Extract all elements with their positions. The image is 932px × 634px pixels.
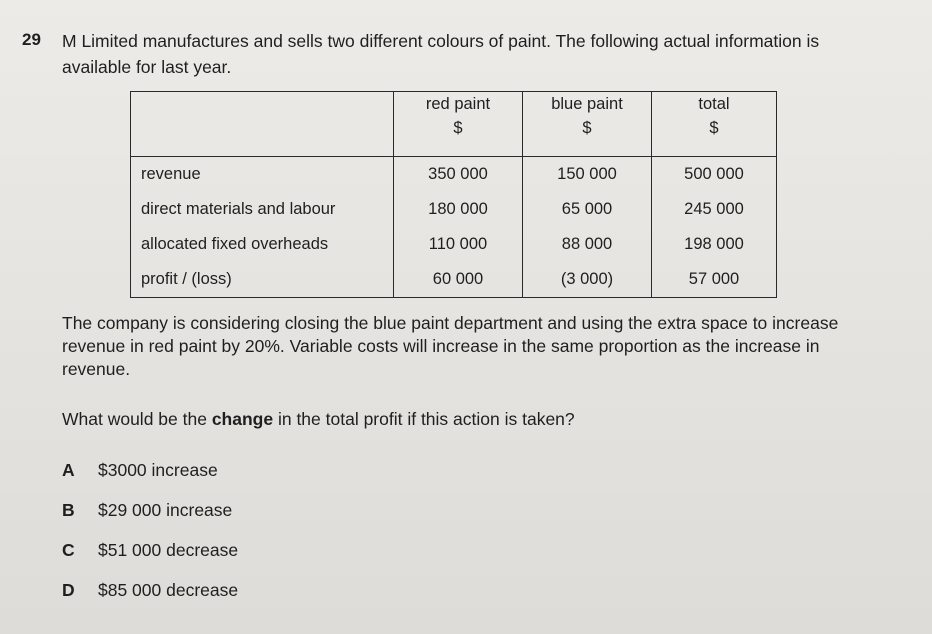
header-red-unit: $ bbox=[453, 119, 463, 137]
option-a-text: $3000 increase bbox=[98, 460, 218, 480]
option-a-letter: A bbox=[62, 460, 75, 480]
cost-table bbox=[130, 91, 777, 298]
scenario-text: The company is considering closing the blue paint department and using the extra space to increase revenue in red paint by 20%. Variable costs will increase in the same proportion as the increase in revenue. bbox=[62, 313, 839, 379]
option-b-text: $29 000 increase bbox=[98, 500, 233, 520]
cell-blue-profit: (3 000) bbox=[560, 270, 614, 288]
blue-paint-column bbox=[523, 157, 652, 298]
question-number: 29 bbox=[22, 30, 41, 49]
total-column bbox=[652, 157, 777, 298]
header-red-label: red paint bbox=[425, 95, 491, 113]
prompt-post: in the total profit if this action is taken? bbox=[273, 409, 575, 429]
header-total-unit: $ bbox=[709, 119, 719, 137]
header-total bbox=[652, 92, 777, 157]
option-a[interactable] bbox=[62, 460, 218, 481]
prompt-emphasis: change bbox=[211, 409, 274, 429]
cell-total-materials: 245 000 bbox=[684, 200, 744, 218]
cell-red-profit: 60 000 bbox=[432, 270, 484, 288]
header-blue-paint bbox=[523, 92, 652, 157]
red-paint-column bbox=[394, 157, 523, 298]
header-blue-label: blue paint bbox=[551, 95, 623, 113]
option-b[interactable] bbox=[62, 500, 232, 521]
cell-red-materials: 180 000 bbox=[428, 200, 488, 218]
header-blue-unit: $ bbox=[582, 119, 592, 137]
header-total-label: total bbox=[698, 95, 730, 113]
option-d-letter: D bbox=[62, 580, 75, 600]
cell-total-revenue: 500 000 bbox=[684, 165, 744, 183]
cell-red-overheads: 110 000 bbox=[428, 235, 488, 253]
prompt-pre: What would be the bbox=[62, 409, 212, 429]
cell-blue-overheads: 88 000 bbox=[561, 235, 613, 253]
option-c[interactable] bbox=[62, 540, 238, 561]
option-c-text: $51 000 decrease bbox=[98, 540, 239, 560]
cell-blue-revenue: 150 000 bbox=[557, 165, 617, 183]
cell-total-overheads: 198 000 bbox=[684, 235, 744, 253]
question-prompt bbox=[62, 408, 892, 431]
table-header-row bbox=[131, 92, 777, 157]
cell-total-profit: 57 000 bbox=[688, 270, 740, 288]
row-label-profit: profit / (loss) bbox=[141, 270, 232, 288]
cell-red-revenue: 350 000 bbox=[428, 165, 488, 183]
cell-blue-materials: 65 000 bbox=[561, 200, 613, 218]
row-label-revenue: revenue bbox=[141, 165, 201, 183]
option-d-text: $85 000 decrease bbox=[98, 580, 239, 600]
question-intro: M Limited manufactures and sells two different colours of paint. The following actual information is available for last year. bbox=[62, 31, 820, 77]
option-b-letter: B bbox=[62, 500, 75, 520]
row-label-fixed-overheads: allocated fixed overheads bbox=[141, 235, 329, 253]
header-blank bbox=[131, 92, 394, 157]
row-label-direct-materials: direct materials and labour bbox=[141, 200, 336, 218]
header-red-paint bbox=[394, 92, 523, 157]
option-c-letter: C bbox=[62, 540, 75, 560]
option-d[interactable] bbox=[62, 580, 238, 601]
row-labels-column bbox=[131, 157, 394, 298]
table-body-row bbox=[131, 157, 777, 298]
